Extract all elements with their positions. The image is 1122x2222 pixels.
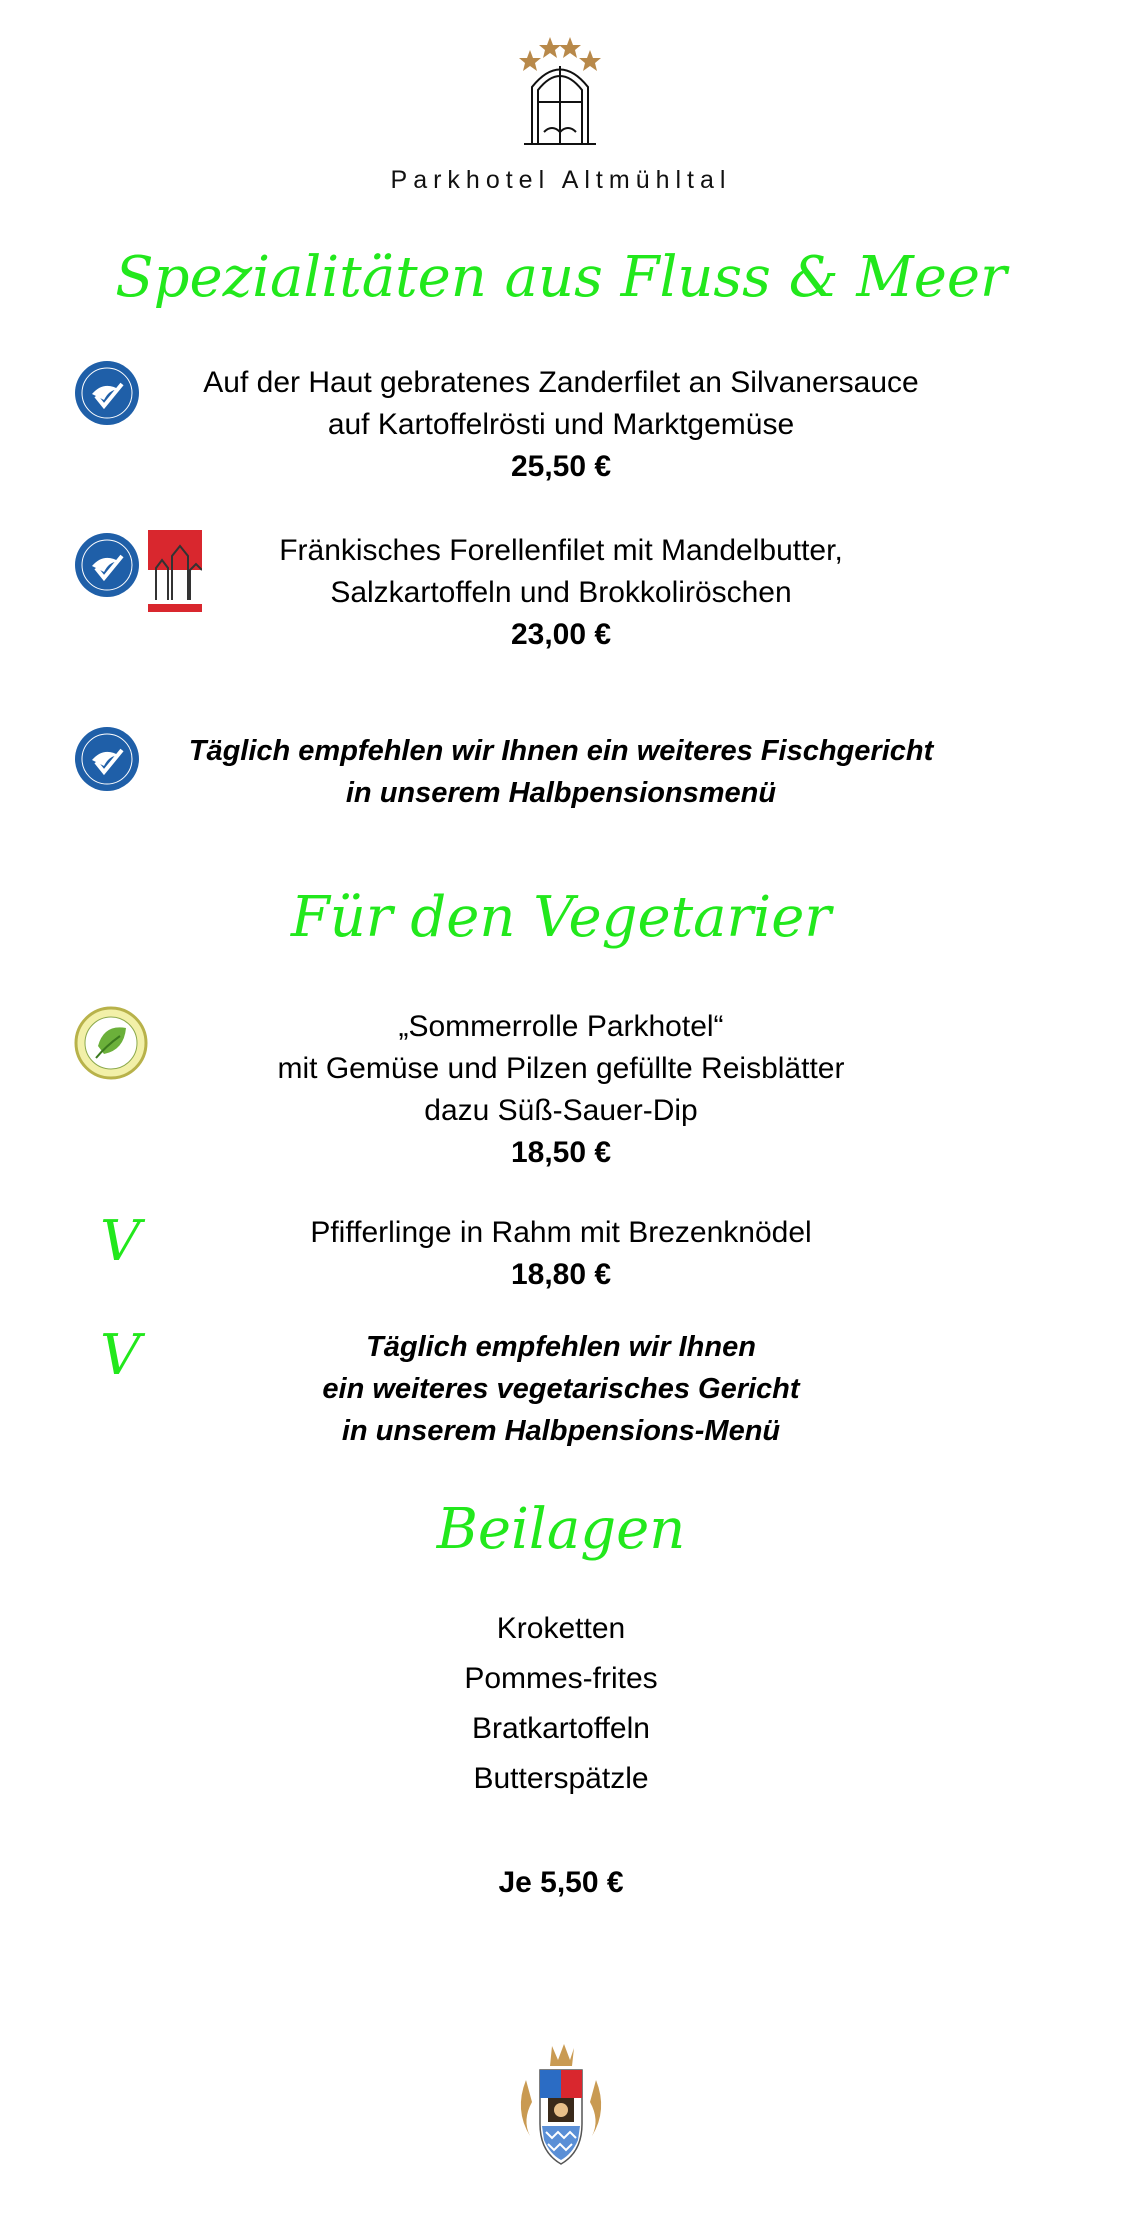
dish-price: 23,00 € <box>510 618 612 651</box>
dish-line: auf Kartoffelrösti und Marktgemüse <box>327 408 795 441</box>
dish-pfifferlinge <box>0 1209 1122 1296</box>
dish-line: Fränkisches Forellenfilet mit Mandelbutter, <box>279 534 843 567</box>
side-item: Pommes-frites <box>464 1662 658 1695</box>
dish-sommerrolle <box>0 1006 1122 1174</box>
hotel-logo <box>510 32 610 150</box>
dish-price: 18,80 € <box>510 1258 612 1291</box>
brand-name: Parkhotel Altmühltal <box>390 166 732 194</box>
side-item: Bratkartoffeln <box>472 1712 650 1745</box>
dish-zander <box>0 362 1122 488</box>
coat-of-arms-icon <box>512 2040 610 2170</box>
dish-line: Pfifferlinge in Rahm mit Brezenknödel <box>310 1216 812 1249</box>
section-title-sides: Beilagen <box>436 1497 686 1562</box>
dish-line: dazu Süß-Sauer-Dip <box>424 1094 698 1127</box>
dish-line: „Sommerrolle Parkhotel“ <box>398 1010 724 1043</box>
dish-forelle <box>0 530 1122 656</box>
note-line: Täglich empfehlen wir Ihnen ein weiteres Fischgericht <box>188 735 934 767</box>
side-item: Kroketten <box>496 1612 626 1645</box>
hotel-window-stars-logo <box>510 32 610 150</box>
dish-line: mit Gemüse und Pilzen gefüllte Reisblätter <box>277 1052 845 1085</box>
vegetarian-mark: V <box>100 1323 141 1388</box>
dish-line: Auf der Haut gebratenes Zanderfilet an Silvanersauce <box>203 366 919 399</box>
dish-price: 25,50 € <box>510 450 612 483</box>
note-line: in unserem Halbpensionsmenü <box>345 777 777 809</box>
vegetarian-mark: V <box>100 1209 141 1274</box>
section-title-vegetarian: Für den Vegetarier <box>290 885 832 950</box>
note-line: in unserem Halbpensions-Menü <box>341 1415 781 1447</box>
sides-price: Je 5,50 € <box>498 1866 624 1899</box>
dish-price: 18,50 € <box>510 1136 612 1169</box>
fish-recommendation-note <box>0 730 1122 814</box>
note-line: Täglich empfehlen wir Ihnen <box>366 1331 756 1363</box>
section-title-fish: Spezialitäten aus Fluss & Meer <box>115 245 1007 310</box>
veg-recommendation-note <box>0 1323 1122 1452</box>
note-line: ein weiteres vegetarisches Gericht <box>322 1373 800 1405</box>
dish-line: Salzkartoffeln und Brokkoliröschen <box>330 576 792 609</box>
sides-list <box>0 1604 1122 1804</box>
side-item: Butterspätzle <box>473 1762 649 1795</box>
